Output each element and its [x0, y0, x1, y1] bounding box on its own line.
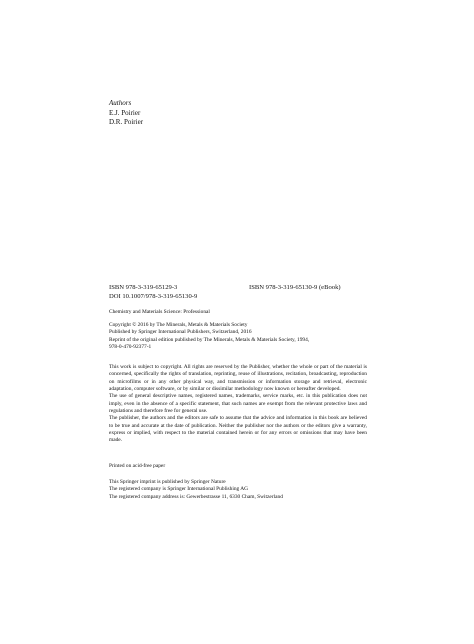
authors-block: [109, 99, 143, 128]
imprint-block: [109, 479, 367, 501]
paper-note: Printed on acid-free paper: [109, 463, 166, 469]
registered-company-line: The registered company is Springer International Publishing AG: [109, 486, 249, 493]
author-name: D.R. Poirier: [109, 118, 144, 126]
trademark-paragraph: The use of general descriptive names, registered names, trademarks, service marks, etc. in this publication does not imply, even in the absence of a specific statement, that such names are exempt from the relevant protective laws and regulations and therefore free for general use.: [109, 393, 367, 415]
rights-statement: [109, 364, 367, 445]
series-line: [109, 309, 367, 316]
authors-label: Authors: [109, 99, 132, 107]
isbn-ebook: ISBN 978-3-319-65130-9 (eBook): [249, 284, 341, 291]
copyright-notice: [109, 322, 367, 351]
imprint-line: This Springer imprint is published by Springer Nature: [109, 479, 226, 485]
publisher-line: Published by Springer International Publishers, Switzerland, 2016: [109, 329, 252, 336]
reprint-line: Reprint of the original edition published by The Minerals, Metals & Materials Society, 1994,: [109, 336, 310, 343]
disclaimer-paragraph: The publisher, the authors and the editors are safe to assume that the advice and information in this book are believed to be true and accurate at the date of publication. Neither the publisher nor the authors or the editors give a warranty, express or implied, with respect to the material contained herein or for any errors or omissions that may have been made.: [109, 415, 367, 444]
printed-note: [109, 463, 367, 470]
identifiers-block: [109, 283, 369, 301]
reprint-isbn: 978-0-470-92377-1: [109, 344, 152, 351]
author-name: E.J. Poirier: [109, 108, 141, 117]
series-name: Chemistry and Materials Science: Professional: [109, 309, 210, 315]
doi: DOI 10.1007/978-3-319-65130-9: [109, 293, 198, 300]
isbn-print: ISBN 978-3-319-65129-3: [109, 284, 178, 291]
copyright-line: Copyright © 2016 by The Minerals, Metals & Materials Society: [109, 322, 248, 328]
rights-paragraph: This work is subject to copyright. All rights are reserved by the Publisher, whether the whole or part of the material is concerned, specifically the rights of translation, reprinting, reuse of illustrations, recitation, broadcasting, reproduction on microfilms or in any other physical way, and transmission or information storage and retrieval, electronic adaptation, computer software, or by similar or dissimilar methodology now known or hereafter developed.: [109, 364, 367, 393]
registered-address-line: The registered company address is: Gewerbestrasse 11, 6330 Cham, Switzerland: [109, 493, 283, 500]
